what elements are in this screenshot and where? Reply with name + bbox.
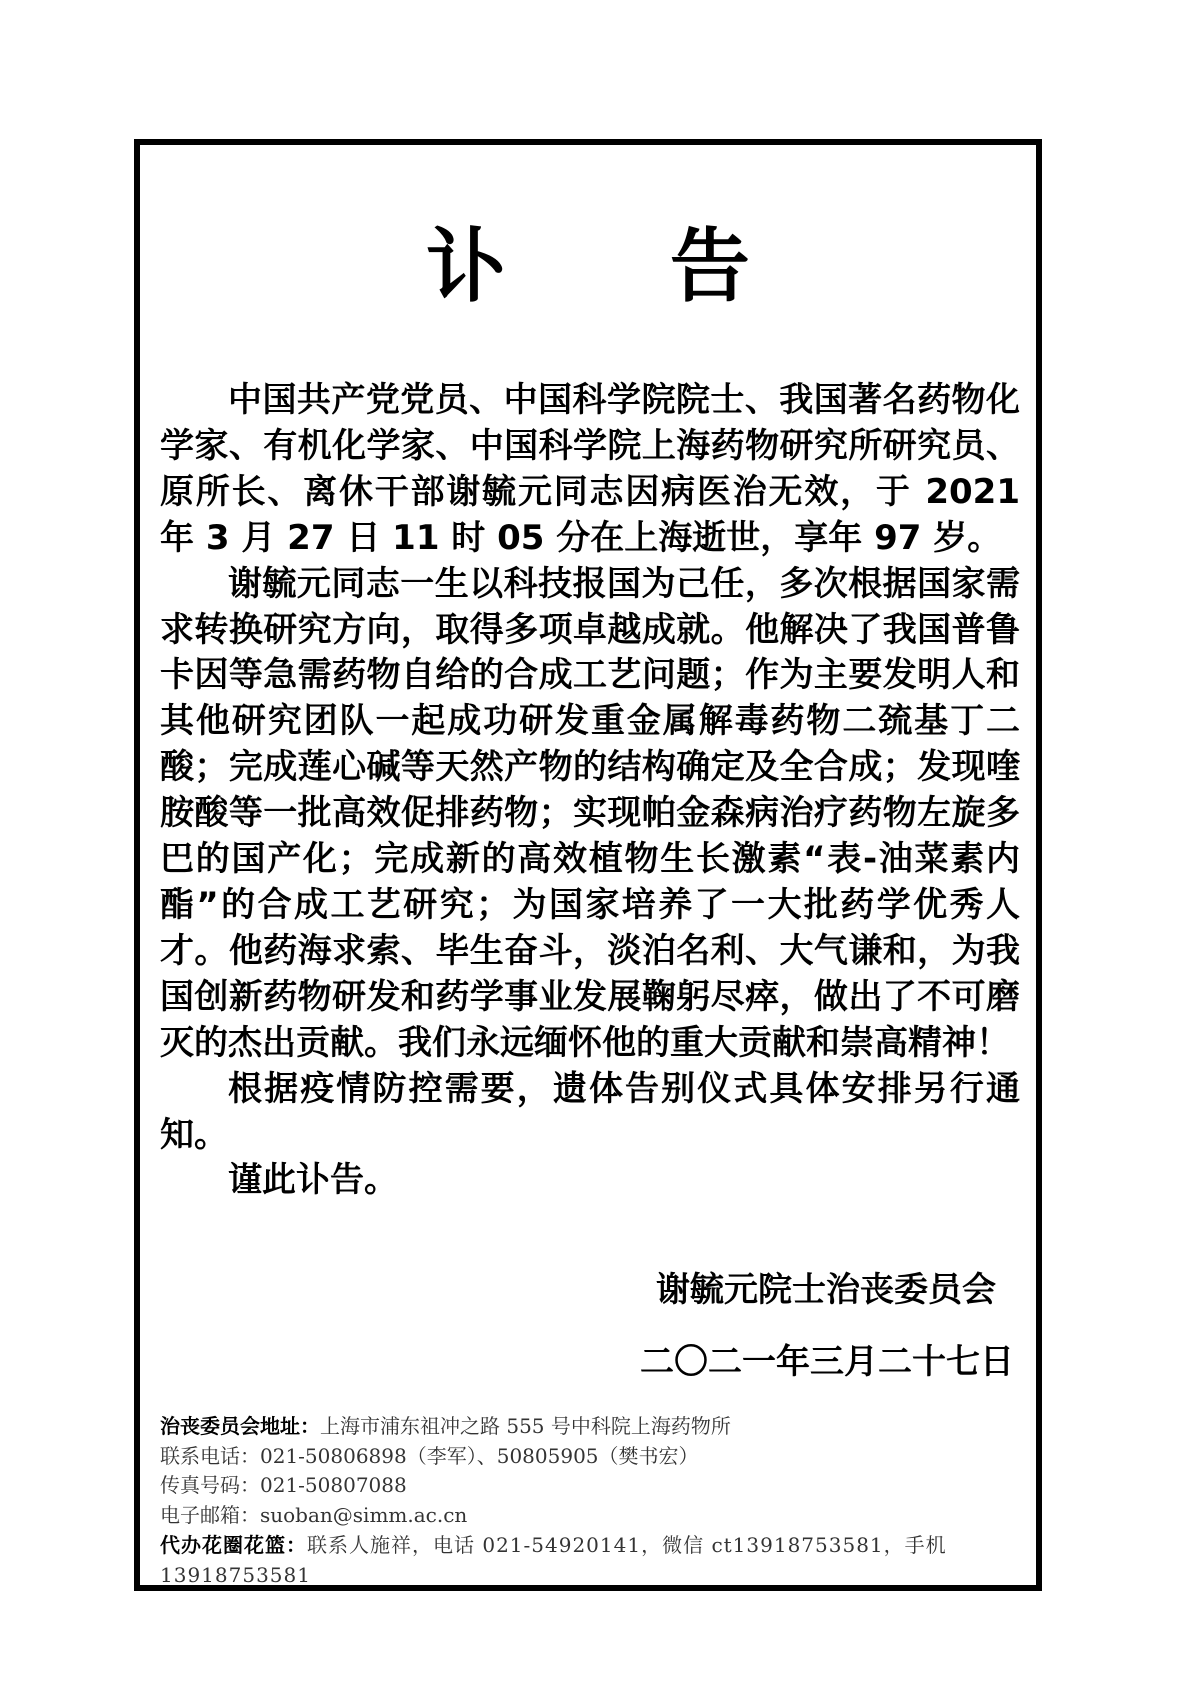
email-label: 电子邮箱： xyxy=(160,1503,260,1528)
signature-organization: 谢毓元院士治丧委员会 xyxy=(656,1270,996,1310)
address-value: 上海市浦东祖冲之路 555 号中科院上海药物所 xyxy=(320,1414,731,1438)
phone-label: 联系电话： xyxy=(160,1443,260,1468)
notice-frame xyxy=(134,139,1042,1591)
email-value[interactable]: suoban@simm.ac.cn xyxy=(260,1503,468,1528)
phone-value: 021-50806898（李军）、50805905（樊书宏） xyxy=(260,1443,699,1468)
contact-phone-row xyxy=(160,1442,1020,1472)
paragraph-closing: 谨此讣告。 xyxy=(228,1160,398,1201)
contact-info xyxy=(160,1412,1020,1590)
fax-label: 传真号码： xyxy=(160,1473,260,1498)
contact-wreath-row xyxy=(160,1531,1020,1590)
address-label: 治丧委员会地址： xyxy=(160,1414,320,1438)
wreath-label: 代办花圈花篮： xyxy=(160,1532,307,1557)
wreath-value: 联系人施祥，电话 021-54920141，微信 ct13918753581，手机 13918753581 xyxy=(160,1532,947,1587)
notice-title: 讣 告 xyxy=(426,220,818,313)
notice-body xyxy=(160,378,1020,1204)
paragraph-arrangements: 根据疫情防控需要，遗体告别仪式具体安排另行通知。 xyxy=(160,1068,1020,1155)
signature-date: 二〇二一年三月二十七日 xyxy=(640,1342,1014,1382)
paragraph-achievements: 谢毓元同志一生以科技报国为己任，多次根据国家需求转换研究方向，取得多项卓越成就。他解决了我国普鲁卡因等急需药物自给的合成工艺问题；作为主要发明人和其他研究团队一起成功研发重金属解毒药物二巯基丁二酸；完成莲心碱等天然产物的结构确定及全合成；发现喹胺酸等一批高效促排药物；实现帕金森病治疗药物左旋多巴的国产化；完成新的高效植物生长激素“表-油菜素内酯”的合成工艺研究；为国家培养了一大批药学优秀人才。他药海求索、毕生奋斗，淡泊名利、大气谦和，为我国创新药物研发和药学事业发展鞠躬尽瘁，做出了不可磨灭的杰出贡献。我们永远缅怀他的重大贡献和崇高精神！ xyxy=(160,563,1020,1063)
contact-fax-row xyxy=(160,1471,1020,1501)
fax-value: 021-50807088 xyxy=(260,1473,407,1498)
paragraph-announcement: 中国共产党党员、中国科学院院士、我国著名药物化学家、有机化学家、中国科学院上海药物研究所研究员、原所长、离休干部谢毓元同志因病医治无效，于 2021 年 3 月 27 日 11 时 05 分在上海逝世，享年 97 岁。 xyxy=(160,380,1020,558)
contact-email-row xyxy=(160,1501,1020,1531)
contact-address-row xyxy=(160,1412,1020,1442)
